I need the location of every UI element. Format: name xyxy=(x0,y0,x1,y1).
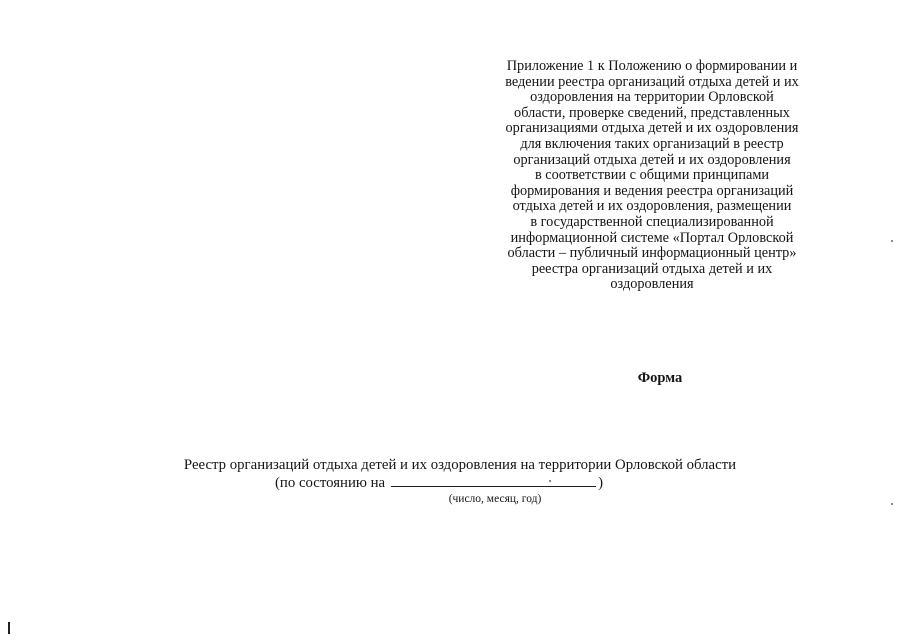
appendix-line: области – публичный информационный центр» xyxy=(507,245,797,262)
appendix-line: оздоровления xyxy=(610,276,694,293)
appendix-line: ведении реестра организаций отдыха детей и их xyxy=(505,73,799,90)
date-blank-field[interactable] xyxy=(391,474,596,487)
appendix-line: реестра организаций отдыха детей и их xyxy=(531,260,773,277)
appendix-header xyxy=(484,59,820,293)
appendix-line: в государственной специализированной xyxy=(530,213,774,230)
appendix-line: для включения таких организаций в реестр xyxy=(520,135,784,152)
status-prefix: (по состоянию на xyxy=(275,475,386,491)
appendix-line: в соответствии с общими принципами xyxy=(534,167,770,184)
scan-artifact xyxy=(891,240,893,242)
appendix-line: организаций отдыха детей и их оздоровления xyxy=(513,151,791,168)
status-suffix: ) xyxy=(598,475,604,491)
scan-artifact xyxy=(8,622,10,634)
appendix-line: оздоровления на территории Орловской xyxy=(530,89,774,106)
appendix-line: отдыха детей и их оздоровления, размещении xyxy=(512,198,792,215)
appendix-line: формирования и ведения реестра организаций xyxy=(510,182,794,199)
form-label: Форма xyxy=(637,370,683,386)
date-caption: (число, месяц, год) xyxy=(448,493,542,505)
appendix-line: организациями отдыха детей и их оздоровления xyxy=(505,120,799,137)
registry-title: Реестр организаций отдыха детей и их оздоровления на территории Орловской области xyxy=(183,457,737,473)
appendix-line: информационной системе «Портал Орловской xyxy=(510,229,794,246)
scan-artifact xyxy=(891,503,893,505)
scan-artifact xyxy=(549,480,551,482)
status-date-line xyxy=(275,474,603,492)
appendix-line: области, проверке сведений, представленных xyxy=(514,104,790,121)
appendix-line: Приложение 1 к Положению о формировании и xyxy=(506,58,798,74)
